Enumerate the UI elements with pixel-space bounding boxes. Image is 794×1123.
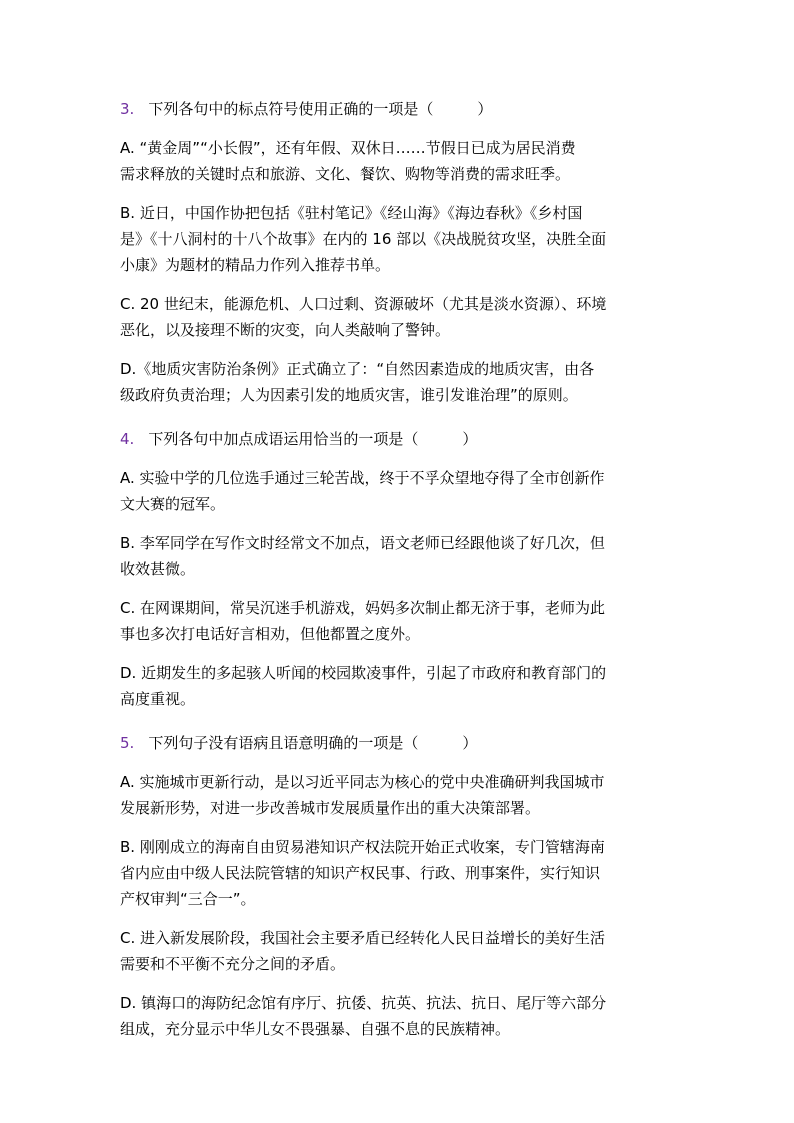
option-text-line: 发展新形势，对进一步改善城市发展质量作出的重大决策部署。 [120, 799, 541, 817]
document-page [120, 96, 676, 1042]
option-text-line: 收效甚微。 [120, 560, 196, 578]
option-text-line: 高度重视。 [120, 690, 196, 708]
option-text-line: 需要和不平衡不充分之间的矛盾。 [120, 955, 346, 973]
option-text-line: A. 实施城市更新行动，是以习近平同志为核心的党中央准确研判我国城市 [120, 773, 605, 791]
question-stem-close: ） [462, 734, 478, 752]
option-text-line: D. 镇海口的海防纪念馆有序厅、抗倭、抗英、抗法、抗日、尾厅等六部分 [120, 994, 607, 1012]
option-text-line: 是》《十八洞村的十八个故事》在内的 16 部以《决战脱贫攻坚，决胜全面 [120, 230, 607, 248]
option-text-line: B. 李军同学在写作文时经常文不加点，语文老师已经跟他谈了好几次，但 [120, 534, 605, 552]
question-stem: 下列各句中的标点符号使用正确的一项是（ [148, 100, 434, 118]
option-text-line: A. “黄金周”“小长假”，还有年假、双休日……节假日已成为居民消费 [120, 139, 576, 157]
option-text-line: 事也多次打电话好言相劝，但他都置之度外。 [120, 625, 421, 643]
option-text-line: 组成，充分显示中华儿女不畏强暴、自强不息的民族精神。 [120, 1020, 511, 1038]
option-text-line: 小康》为题材的精品力作列入推荐书单。 [120, 256, 391, 274]
question-5-title [120, 730, 676, 756]
option-c [120, 291, 676, 343]
option-c [120, 595, 676, 647]
option-text-line: B. 刚刚成立的海南自由贸易港知识产权法院开始正式收案，专门管辖海南 [120, 838, 605, 856]
option-b [120, 200, 676, 278]
option-text-line: C. 在网课期间，常吴沉迷手机游戏，妈妈多次制止都无济于事，老师为此 [120, 599, 606, 617]
option-a [120, 465, 676, 517]
question-3-title [120, 96, 676, 122]
option-b [120, 834, 676, 912]
option-text-line: 需求释放的关键时点和旅游、文化、餐饮、购物等消费的需求旺季。 [120, 165, 571, 183]
option-text-line: 省内应由中级人民法院管辖的知识产权民事、行政、刑事案件，实行知识 [120, 864, 601, 882]
option-a [120, 769, 676, 821]
question-number: 5. [120, 734, 135, 752]
question-4-title [120, 426, 676, 452]
option-text-line: B. 近日，中国作协把包括《驻村笔记》《经山海》《海边春秋》《乡村国 [120, 204, 583, 222]
option-d [120, 356, 676, 408]
question-stem-close: ） [477, 100, 493, 118]
option-text-line: D. 近期发生的多起骇人听闻的校园欺凌事件，引起了市政府和教育部门的 [120, 664, 607, 682]
question-number: 3. [120, 100, 135, 118]
option-d [120, 990, 676, 1042]
option-text-line: 级政府负责治理；人为因素引发的地质灾害，谁引发谁治理”的原则。 [120, 386, 578, 404]
option-text-line: 恶化，以及接理不断的灾变，向人类敲响了警钟。 [120, 321, 451, 339]
option-text-line: 产权审判“三合一”。 [120, 890, 256, 908]
option-b [120, 530, 676, 582]
question-stem: 下列句子没有语病且语意明确的一项是（ [148, 734, 419, 752]
option-text-line: 文大赛的冠军。 [120, 495, 226, 513]
question-stem-close: ） [462, 430, 478, 448]
option-d [120, 660, 676, 712]
option-text-line: C. 进入新发展阶段，我国社会主要矛盾已经转化人民日益增长的美好生活 [120, 929, 606, 947]
option-text-line: C. 20 世纪末，能源危机、人口过剩、资源破坏（尤其是淡水资源）、环境 [120, 295, 607, 313]
option-c [120, 925, 676, 977]
option-text-line: A. 实验中学的几位选手通过三轮苦战，终于不孚众望地夺得了全市创新作 [120, 469, 605, 487]
question-stem: 下列各句中加点成语运用恰当的一项是（ [148, 430, 419, 448]
question-number: 4. [120, 430, 135, 448]
option-a [120, 135, 676, 187]
option-text-line: D.《地质灾害防治条例》正式确立了：“自然因素造成的地质灾害，由各 [120, 360, 595, 378]
